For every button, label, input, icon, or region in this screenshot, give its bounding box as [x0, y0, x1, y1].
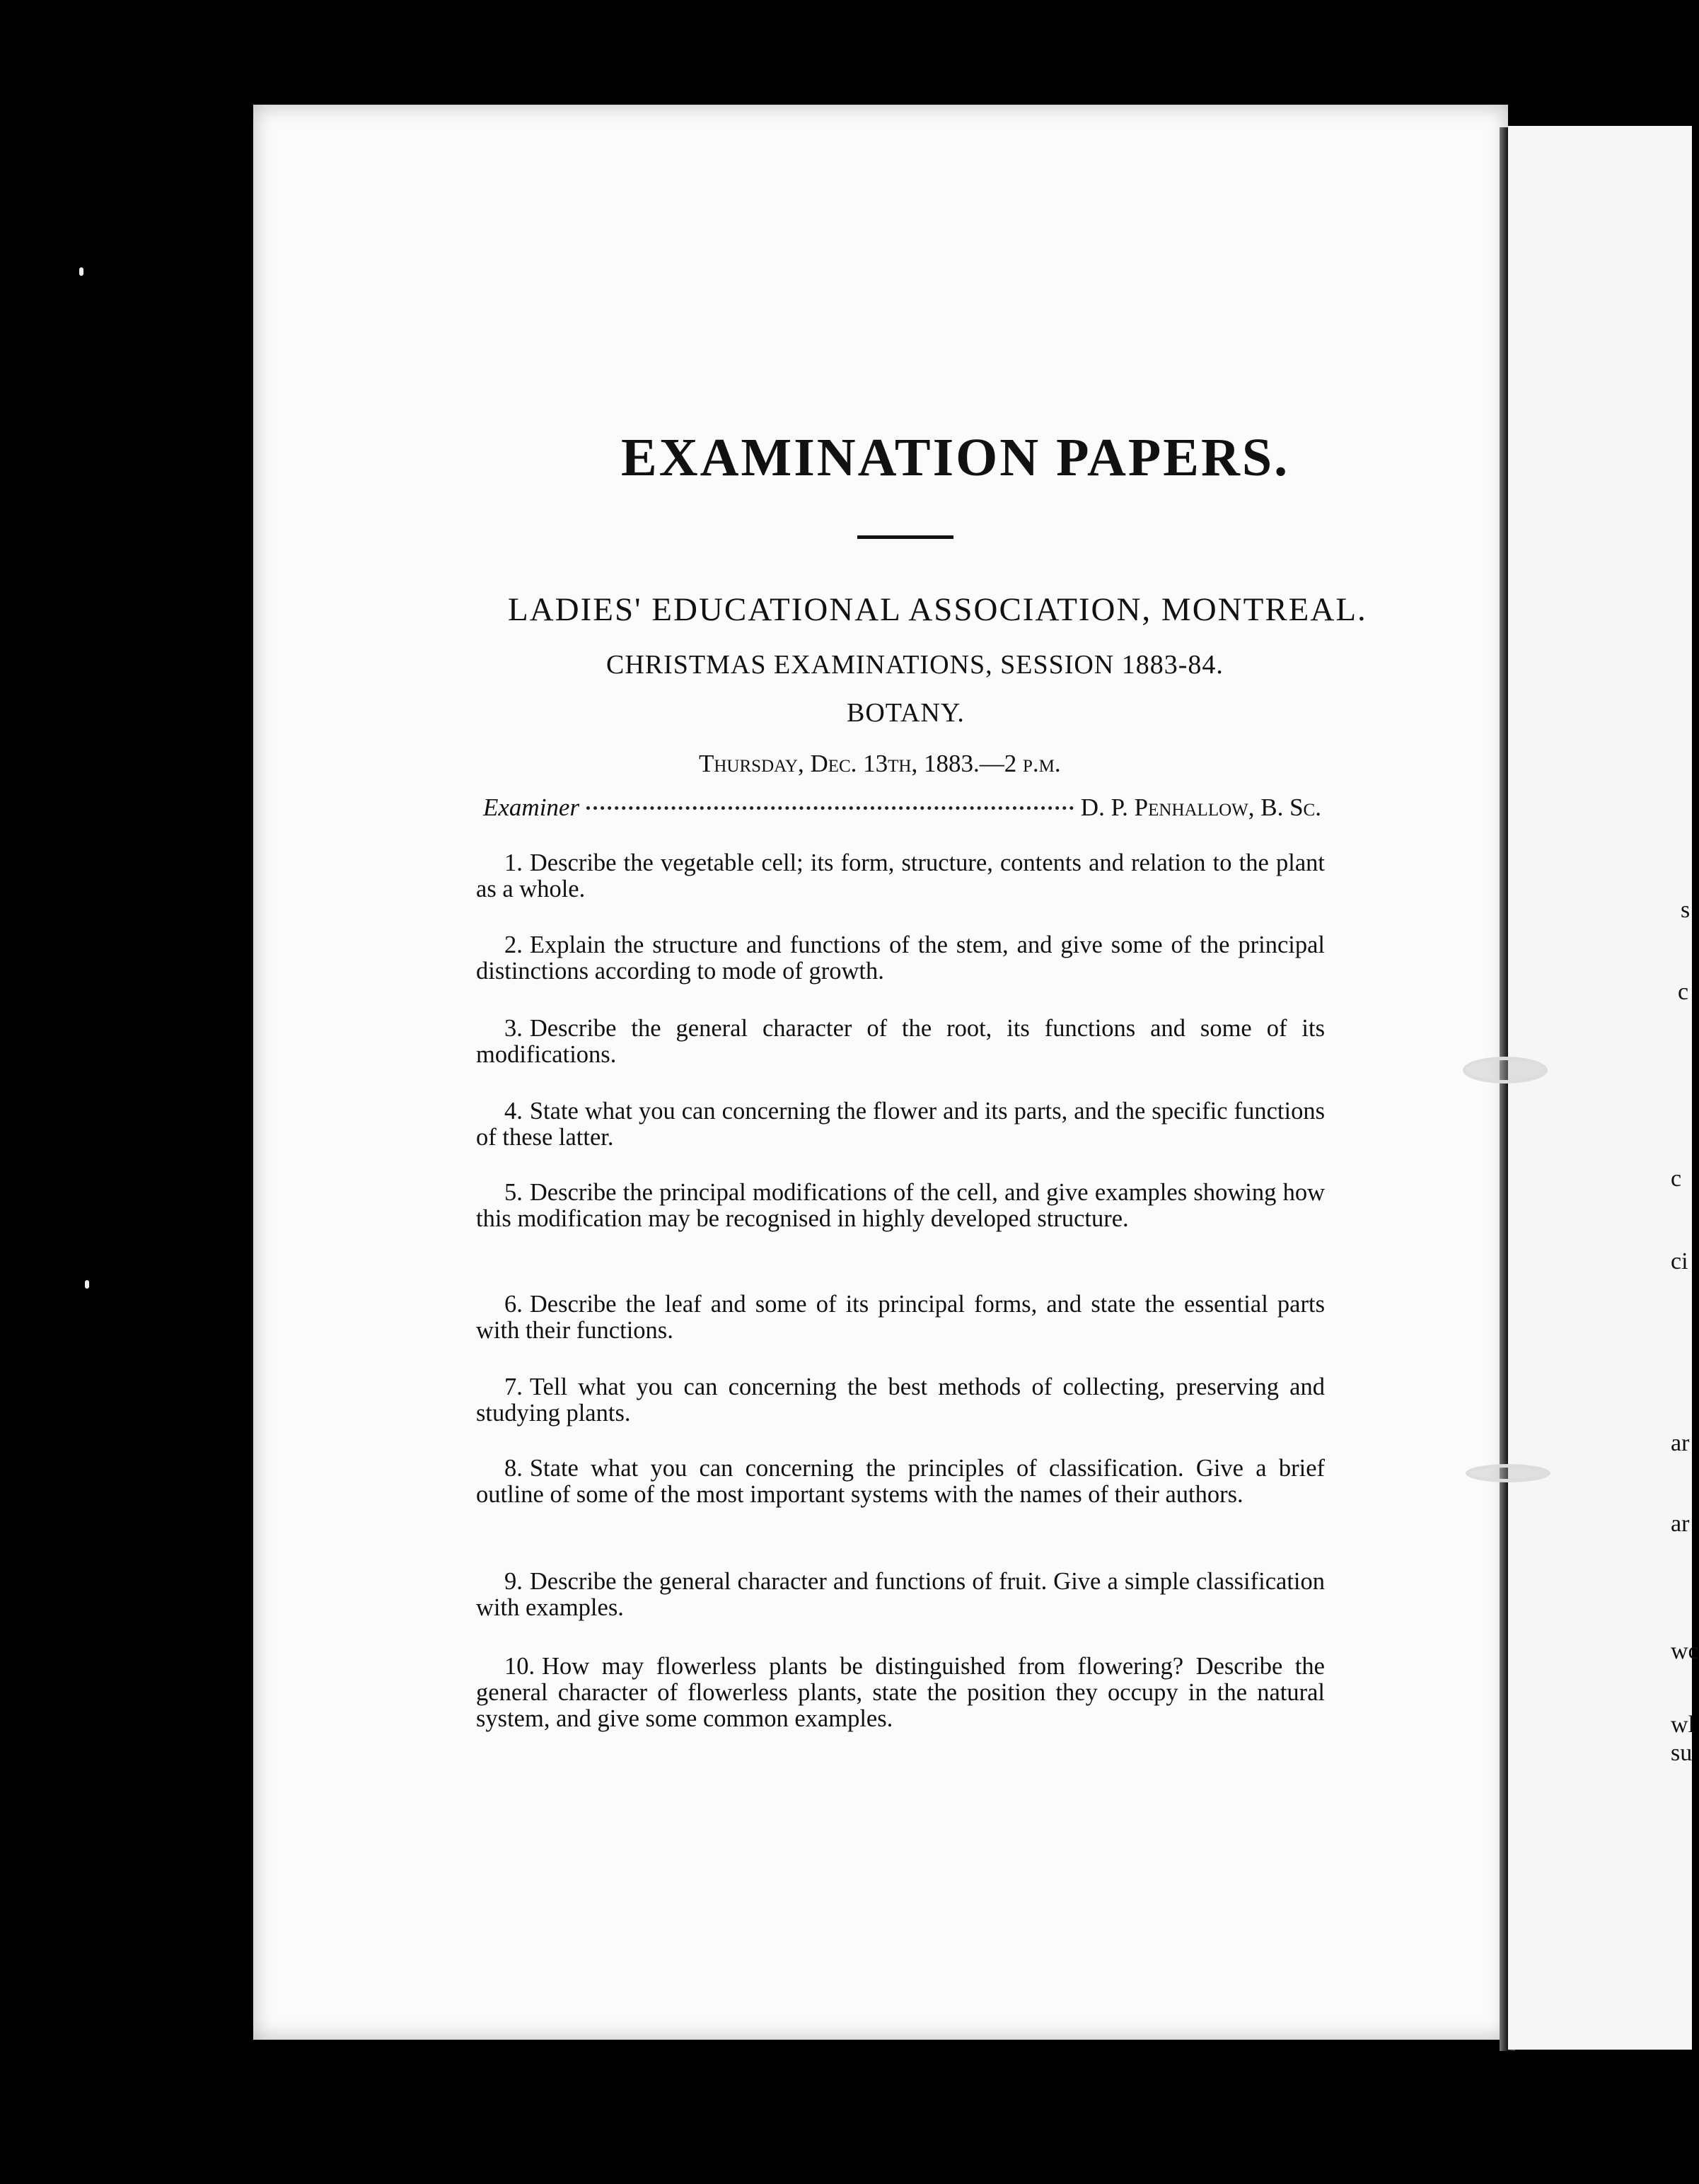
question-text: Describe the vegetable cell; its form, structure, contents and relation to the plant as a whole.: [476, 849, 1325, 902]
question-number: 9.: [504, 1568, 523, 1595]
facing-page-fragment: su: [1671, 1740, 1693, 1766]
facing-page-fragment: ar: [1671, 1430, 1690, 1456]
facing-page-fragment: c: [1671, 1166, 1682, 1192]
question-number: 6.: [504, 1291, 523, 1318]
question-text: Describe the general character of the root, its functions and some of its modifications.: [476, 1015, 1325, 1068]
date-text: Dec. 13th, 1883.—2: [810, 750, 1017, 777]
question-text: State what you can concerning the flower and its parts, and the specific functions of these latter.: [476, 1098, 1325, 1151]
facing-page-fragment: c: [1678, 979, 1689, 1005]
subject-heading: BOTANY.: [847, 698, 965, 728]
examiner-line: [483, 794, 1321, 827]
question-number: 1.: [504, 849, 523, 876]
leader-dots: [586, 806, 1074, 810]
facing-page-fragment: wc: [1671, 1638, 1699, 1664]
question-3: [476, 1016, 1325, 1068]
scan-speck: [85, 1280, 89, 1289]
question-10: [476, 1654, 1325, 1732]
facing-page-fragment: ar: [1671, 1511, 1690, 1537]
question-text: Tell what you can concerning the best methods of collecting, preserving and studying plants.: [476, 1373, 1325, 1427]
question-1: [476, 850, 1325, 902]
binding-ring-upper: [1463, 1057, 1548, 1084]
question-number: 10.: [504, 1653, 535, 1680]
question-2: [476, 932, 1325, 984]
facing-page-fragment: wl: [1671, 1712, 1695, 1738]
date-day: Thursday: [699, 750, 798, 777]
question-number: 5.: [504, 1179, 523, 1206]
facing-page-fragment: ci: [1671, 1248, 1688, 1274]
facing-page-fragment: s: [1681, 897, 1691, 923]
examiner-label: Examiner: [483, 794, 580, 821]
question-text: Describe the general character and functions of fruit. Give a simple classification with examples.: [476, 1568, 1325, 1621]
date-time-suffix: p.m.: [1022, 750, 1061, 777]
question-text: Describe the principal modifications of the cell, and give examples showing how this modification may be recognised in highly developed structure.: [476, 1179, 1325, 1232]
question-number: 3.: [504, 1015, 523, 1042]
organization-heading: LADIES' EDUCATIONAL ASSOCIATION, MONTREAL.: [508, 591, 1367, 628]
question-6: [476, 1291, 1325, 1344]
session-heading: CHRISTMAS EXAMINATIONS, SESSION 1883-84.: [606, 650, 1224, 680]
question-number: 8.: [504, 1455, 523, 1482]
question-text: Describe the leaf and some of its principal forms, and state the essential parts with their functions.: [476, 1291, 1325, 1344]
title-rule: [857, 535, 953, 539]
right-page-edge: [1508, 126, 1692, 2050]
question-text: State what you can concerning the principles of classification. Give a brief outline of some of the most important systems with the names of their authors.: [476, 1455, 1325, 1508]
question-number: 2.: [504, 931, 523, 958]
question-4: [476, 1098, 1325, 1151]
question-7: [476, 1374, 1325, 1427]
page-title: EXAMINATION PAPERS.: [621, 428, 1290, 487]
question-number: 4.: [504, 1098, 523, 1125]
scan-speck: [79, 267, 83, 276]
question-5: [476, 1180, 1325, 1232]
question-number: 7.: [504, 1373, 523, 1400]
question-text: Explain the structure and functions of the stem, and give some of the principal distinctions according to mode of growth.: [476, 931, 1325, 984]
left-page: [253, 105, 1508, 2040]
question-8: [476, 1456, 1325, 1508]
question-text: How may flowerless plants be distinguished from flowering? Describe the general character of flowerless plants, state the position they occupy in the natural system, and give some common examples.: [476, 1653, 1325, 1732]
question-9: [476, 1569, 1325, 1621]
binding-ring-lower: [1466, 1464, 1550, 1482]
date-line: Thursday, Dec. 13th, 1883.—2 p.m.: [699, 750, 1061, 777]
examiner-name: D. P. Penhallow, B. Sc.: [1080, 794, 1321, 821]
